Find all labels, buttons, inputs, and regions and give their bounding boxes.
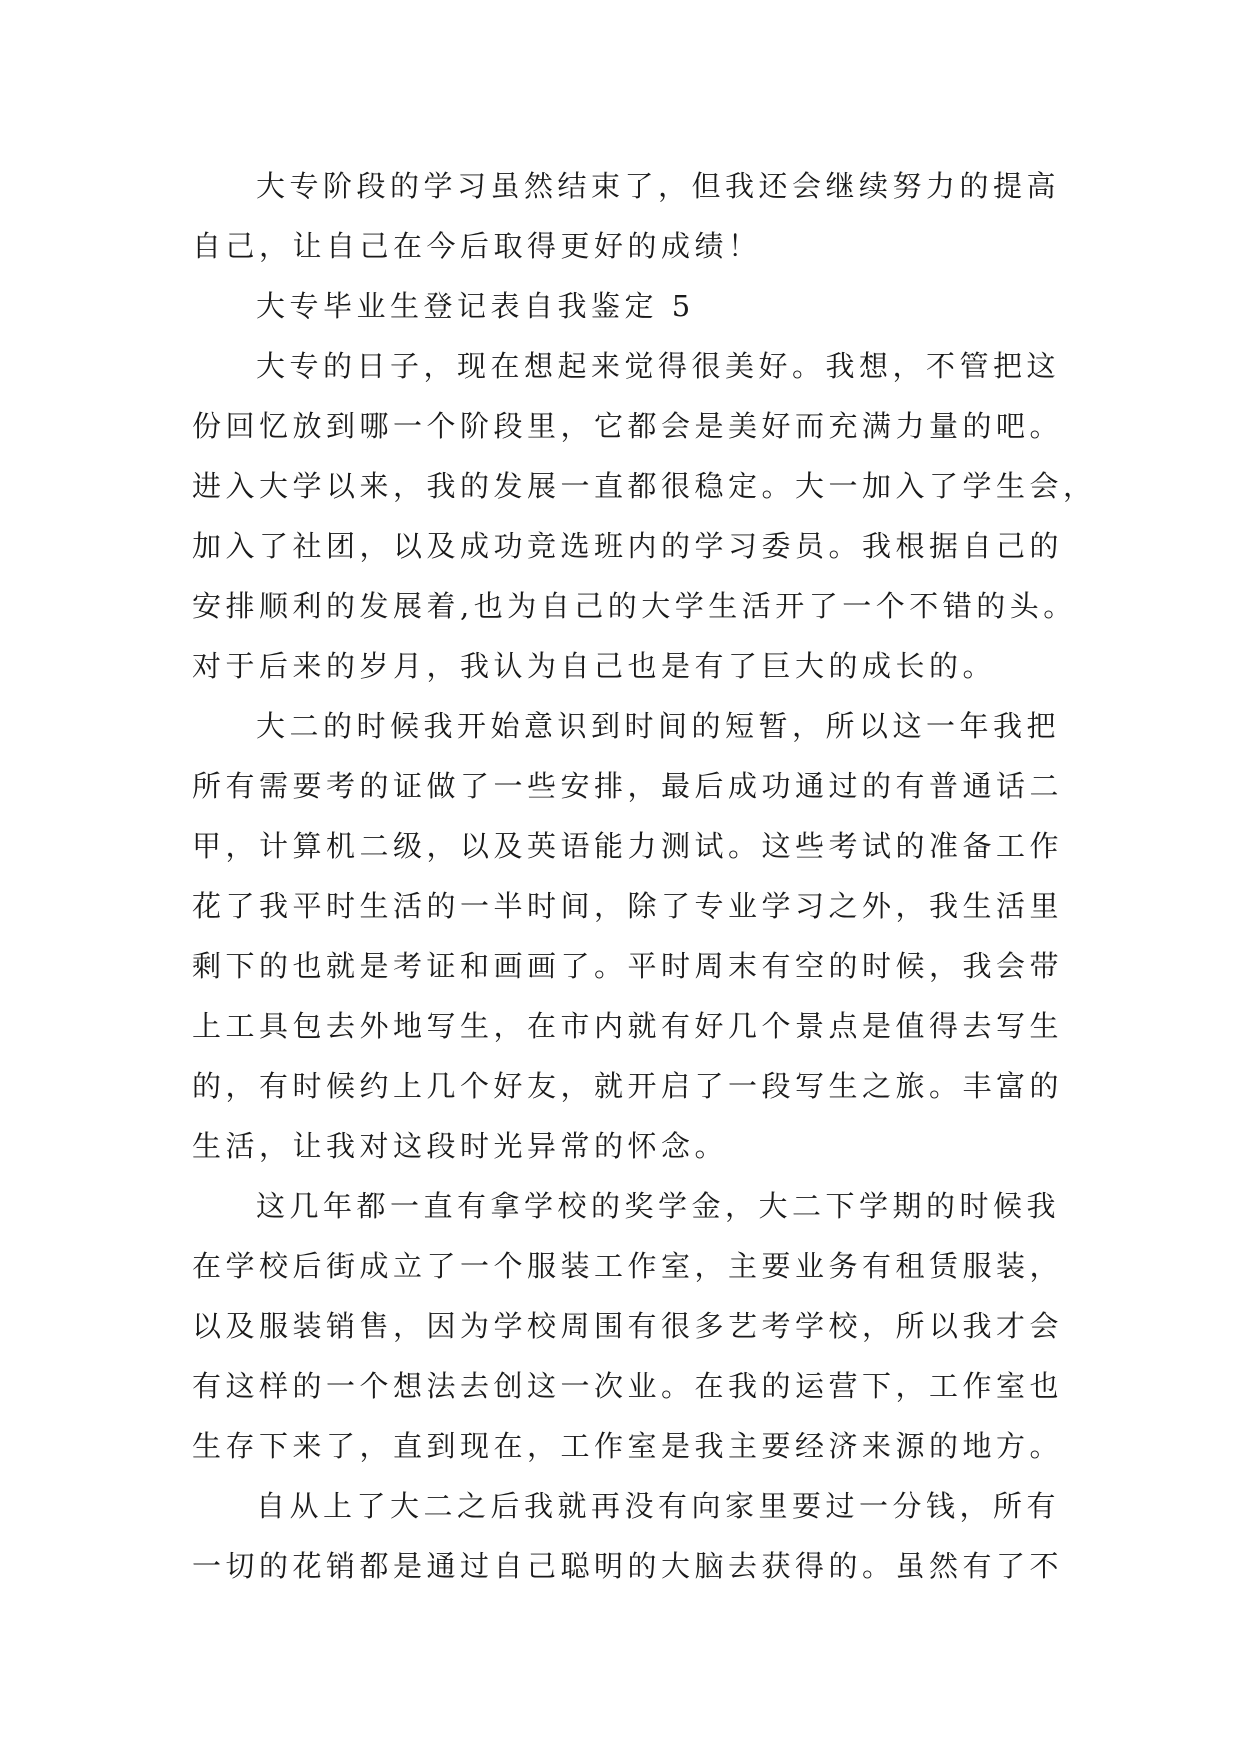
text-line: 自从上了大二之后我就再没有向家里要过一分钱，所有 bbox=[256, 1489, 1061, 1523]
text-line: 上工具包去外地写生，在市内就有好几个景点是值得去写生 bbox=[192, 1009, 1064, 1043]
text-line: 大专的日子，现在想起来觉得很美好。我想，不管把这 bbox=[256, 349, 1061, 383]
text-line: 剩下的也就是考证和画画了。平时周末有空的时候，我会带 bbox=[192, 949, 1064, 983]
text-line: 对于后来的岁月，我认为自己也是有了巨大的成长的。 bbox=[192, 649, 997, 683]
text-line: 花了我平时生活的一半时间，除了专业学习之外，我生活里 bbox=[192, 889, 1064, 923]
text-line: 进入大学以来，我的发展一直都很稳定。大一加入了学生会， bbox=[192, 469, 1097, 503]
text-line: 在学校后街成立了一个服装工作室，主要业务有租赁服装， bbox=[192, 1249, 1064, 1283]
text-line: 大专阶段的学习虽然结束了，但我还会继续努力的提高 bbox=[256, 169, 1061, 203]
text-line: 有这样的一个想法去创这一次业。在我的运营下，工作室也 bbox=[192, 1369, 1064, 1403]
text-line: 加入了社团，以及成功竞选班内的学习委员。我根据自己的 bbox=[192, 529, 1064, 563]
text-line: 生活，让我对这段时光异常的怀念。 bbox=[192, 1129, 729, 1163]
text-line: 所有需要考的证做了一些安排，最后成功通过的有普通话二 bbox=[192, 769, 1064, 803]
text-line: 大二的时候我开始意识到时间的短暂，所以这一年我把 bbox=[256, 709, 1061, 743]
section-heading: 大专毕业生登记表自我鉴定 5 bbox=[256, 289, 695, 323]
text-line: 以及服装销售，因为学校周围有很多艺考学校，所以我才会 bbox=[192, 1309, 1064, 1343]
text-line: 生存下来了，直到现在，工作室是我主要经济来源的地方。 bbox=[192, 1429, 1064, 1463]
text-line: 自己，让自己在今后取得更好的成绩！ bbox=[192, 229, 762, 263]
text-line: 甲，计算机二级，以及英语能力测试。这些考试的准备工作 bbox=[192, 829, 1064, 863]
text-line: 的，有时候约上几个好友，就开启了一段写生之旅。丰富的 bbox=[192, 1069, 1064, 1103]
text-line: 份回忆放到哪一个阶段里，它都会是美好而充满力量的吧。 bbox=[192, 409, 1064, 443]
text-line: 安排顺利的发展着,也为自己的大学生活开了一个不错的头。 bbox=[192, 589, 1077, 623]
text-line: 一切的花销都是通过自己聪明的大脑去获得的。虽然有了不 bbox=[192, 1549, 1064, 1583]
text-line: 这几年都一直有拿学校的奖学金，大二下学期的时候我 bbox=[256, 1189, 1061, 1223]
